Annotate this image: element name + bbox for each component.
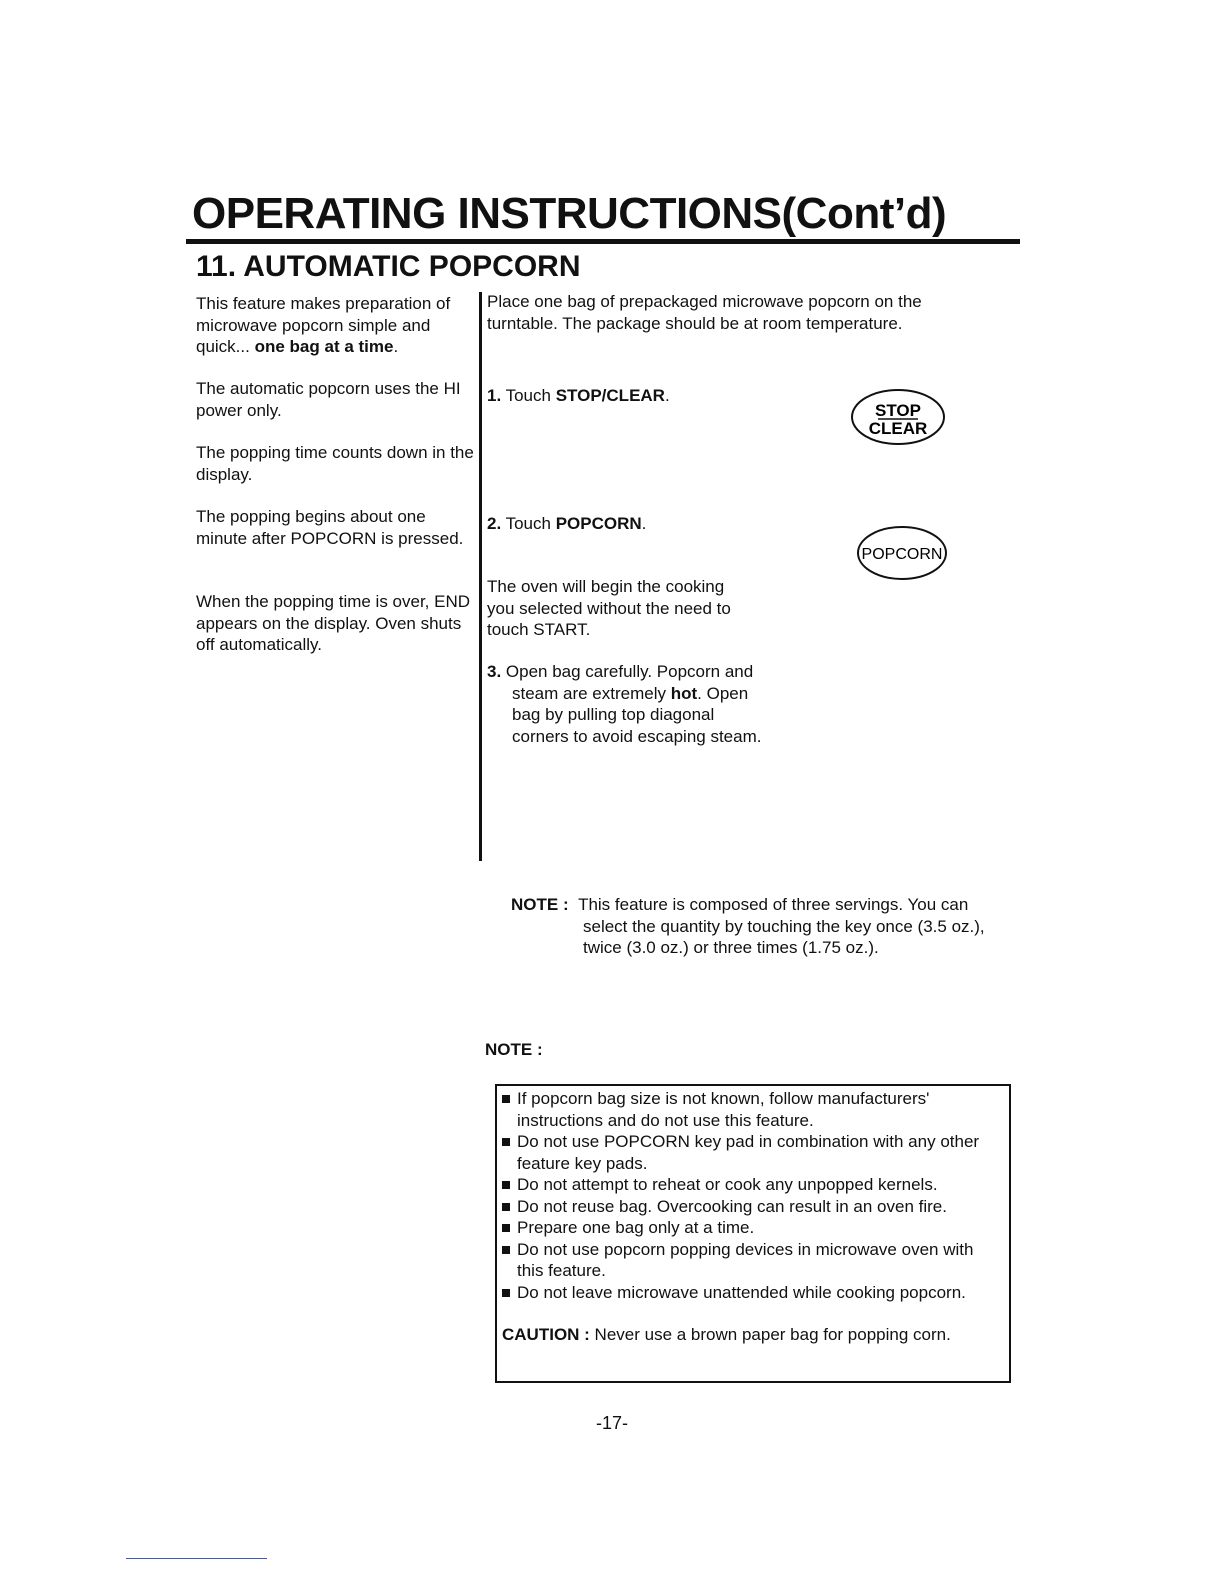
bullet-icon xyxy=(502,1095,510,1103)
list-item xyxy=(502,1131,1003,1174)
warning-text: Do not attempt to reheat or cook any unpopped kernels. xyxy=(517,1175,938,1194)
sidebar-power-note: The automatic popcorn uses the HI power only. xyxy=(196,379,461,420)
intro-text: This feature makes preparation of microwave popcorn simple and quick... xyxy=(196,294,451,356)
list-item xyxy=(502,1239,1003,1282)
step-3-text-b: . Open bag by pulling top diagonal corners to avoid escaping steam. xyxy=(512,683,762,746)
clear-label: CLEAR xyxy=(868,419,928,438)
warnings-list xyxy=(502,1088,1003,1303)
servings-note-line1: This feature is composed of three servings. You can xyxy=(578,895,969,914)
warnings-note-label: NOTE : xyxy=(485,1040,543,1059)
caution-line xyxy=(502,1324,1003,1346)
footer-rule xyxy=(126,1558,267,1559)
step-1-text: Touch xyxy=(501,386,556,405)
page-title: OPERATING INSTRUCTIONS(Cont’d) xyxy=(192,189,947,238)
title-rule xyxy=(186,239,1020,244)
section-title: 11. AUTOMATIC POPCORN xyxy=(196,250,581,283)
step-1-end: . xyxy=(664,386,670,405)
servings-note xyxy=(511,894,1011,959)
warning-text: Do not reuse bag. Overcooking can result in an oven fire. xyxy=(517,1196,947,1216)
stop-clear-key-icon xyxy=(848,387,948,447)
caution-text: Never use a brown paper bag for popping corn. xyxy=(589,1325,951,1344)
step-2-number: 2. xyxy=(487,514,502,533)
caution-label: CAUTION : xyxy=(502,1325,590,1344)
step-3 xyxy=(487,661,774,747)
column-divider xyxy=(479,292,482,861)
sidebar-popping-begins-note: The popping begins about one minute after POPCORN is pressed. xyxy=(196,507,464,548)
list-item xyxy=(502,1174,1003,1196)
sidebar-end-note: When the popping time is over, END appears on the display. Oven shuts off automatically. xyxy=(196,592,471,654)
step-1-number: 1. xyxy=(487,386,502,405)
warning-text: Prepare one bag only at a time. xyxy=(517,1218,755,1237)
step-3-hot: hot xyxy=(670,683,698,703)
auto-start-note: The oven will begin the cooking you selected without the need to touch START. xyxy=(487,577,731,639)
list-item xyxy=(502,1217,1003,1239)
warnings-box xyxy=(495,1084,1011,1383)
popcorn-label: POPCORN xyxy=(861,546,943,563)
list-item xyxy=(502,1088,1003,1131)
step-2-text: Touch xyxy=(501,514,556,533)
sidebar-countdown-note: The popping time counts down in the display. xyxy=(196,443,474,484)
warning-text: Do not use popcorn popping devices in microwave oven with this feature. xyxy=(517,1239,974,1280)
servings-note-rest: select the quantity by touching the key once (3.5 oz.), twice (3.0 oz.) or three times (1.75 oz.). xyxy=(583,916,985,957)
bullet-icon xyxy=(502,1289,510,1297)
list-item xyxy=(502,1196,1003,1218)
bullet-icon xyxy=(502,1138,510,1146)
step-2-key: POPCORN xyxy=(555,514,642,533)
bullet-icon xyxy=(502,1246,510,1254)
step-1-key: STOP/CLEAR xyxy=(555,386,665,405)
bullet-icon xyxy=(502,1181,510,1189)
stop-label: STOP xyxy=(875,401,921,420)
main-intro: Place one bag of prepackaged microwave popcorn on the turntable. The package should be at room temperature. xyxy=(487,292,922,333)
page-number: -17- xyxy=(595,1413,628,1433)
sidebar-intro xyxy=(196,293,476,358)
step-2-end: . xyxy=(641,514,647,533)
warning-text: Do not use POPCORN key pad in combination with any other feature key pads. xyxy=(517,1132,980,1173)
step-3-number: 3. xyxy=(487,662,502,681)
intro-end: . xyxy=(393,337,399,356)
popcorn-key-icon xyxy=(854,525,950,581)
note-label: NOTE : xyxy=(511,895,569,914)
warning-text: Do not leave microwave unattended while cooking popcorn. xyxy=(517,1282,966,1302)
list-item xyxy=(502,1282,1003,1304)
warning-text: If popcorn bag size is not known, follow manufacturers' instructions and do not use this feature. xyxy=(517,1089,930,1130)
intro-bold: one bag at a time xyxy=(254,337,394,356)
step-3-text-a: Open bag carefully. Popcorn and steam are extremely xyxy=(501,662,754,703)
bullet-icon xyxy=(502,1224,510,1232)
bullet-icon xyxy=(502,1203,510,1211)
